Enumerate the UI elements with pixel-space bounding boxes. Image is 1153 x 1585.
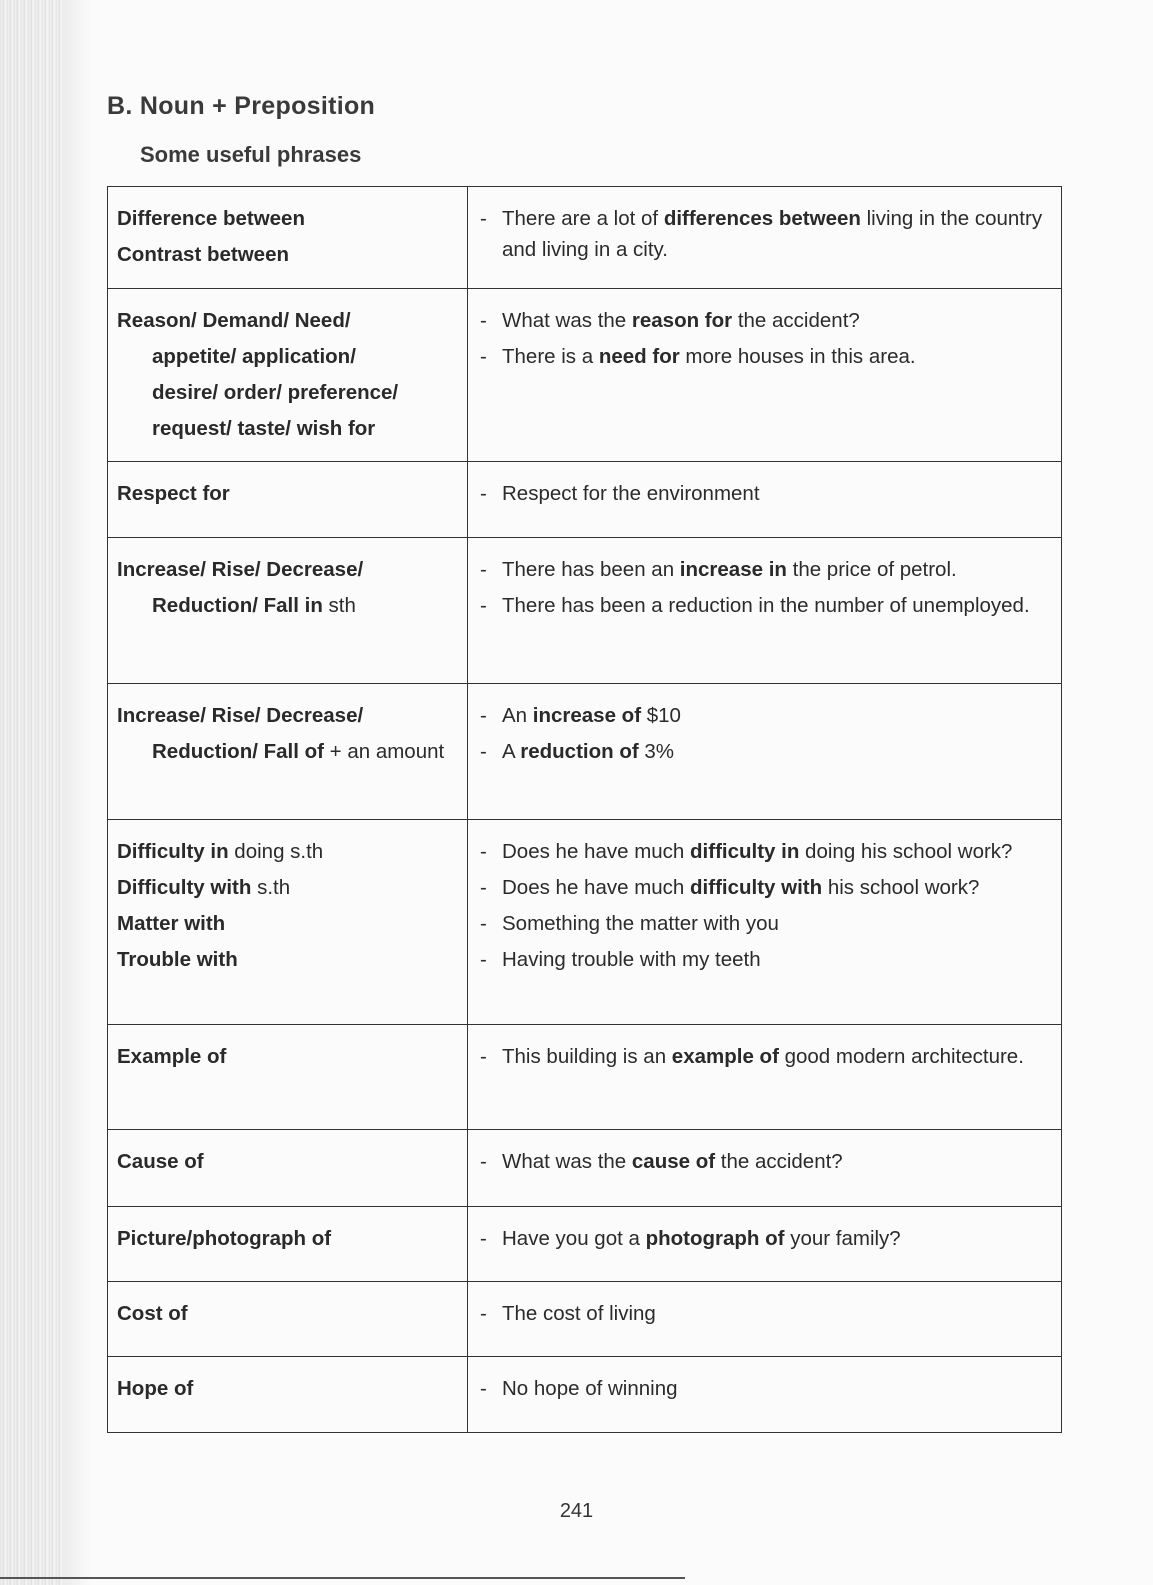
example-text bbox=[502, 339, 916, 372]
example-text bbox=[502, 1296, 656, 1329]
phrase-text: An bbox=[502, 704, 533, 727]
bold-phrase: Increase/ Rise/ Decrease/ bbox=[117, 704, 364, 727]
phrase-text: Something the matter with you bbox=[502, 912, 779, 935]
example-cell bbox=[468, 1025, 1062, 1130]
table-row bbox=[108, 289, 1062, 462]
example-item bbox=[480, 698, 1047, 734]
example-text bbox=[502, 942, 761, 975]
phrase-text: There are a lot of bbox=[502, 207, 664, 230]
dash-bullet: - bbox=[480, 1150, 487, 1173]
bold-phrase: desire/ order/ preference/ bbox=[152, 381, 399, 404]
example-item bbox=[480, 906, 1047, 942]
example-text bbox=[502, 588, 1030, 621]
phrase-cell bbox=[108, 187, 468, 289]
dash-bullet: - bbox=[480, 309, 487, 332]
example-text bbox=[502, 1144, 843, 1177]
example-text bbox=[502, 834, 1012, 867]
phrase-line bbox=[117, 339, 459, 375]
table-row bbox=[108, 1282, 1062, 1357]
subtitle: Some useful phrases bbox=[140, 142, 362, 167]
phrase-text: No hope of winning bbox=[502, 1377, 678, 1400]
example-text bbox=[502, 303, 860, 336]
scan-edge-fade bbox=[62, 0, 92, 1585]
example-cell bbox=[468, 820, 1062, 1025]
scan-edge-shadow bbox=[0, 0, 62, 1585]
dash-bullet: - bbox=[480, 558, 487, 581]
example-item bbox=[480, 942, 1047, 978]
phrase-line bbox=[117, 1296, 459, 1332]
phrase-text: Respect for the environment bbox=[502, 482, 760, 505]
example-text bbox=[502, 476, 760, 509]
phrase-text: $10 bbox=[641, 704, 681, 727]
phrase-cell bbox=[108, 1025, 468, 1130]
example-text bbox=[502, 906, 779, 939]
example-text bbox=[502, 552, 957, 585]
phrase-text: good modern architecture. bbox=[778, 1045, 1024, 1068]
phrase-cell bbox=[108, 1130, 468, 1207]
phrase-text: There has been an bbox=[502, 558, 680, 581]
example-item bbox=[480, 339, 1047, 375]
phrase-cell bbox=[108, 289, 468, 462]
phrase-text: What was the bbox=[502, 309, 632, 332]
phrase-line bbox=[117, 1221, 459, 1257]
example-text bbox=[502, 870, 979, 903]
bold-phrase: example of bbox=[671, 1045, 779, 1068]
bold-phrase: request/ taste/ wish for bbox=[152, 417, 376, 440]
table-row bbox=[108, 187, 1062, 289]
example-text bbox=[502, 734, 674, 767]
bottom-rule bbox=[0, 1577, 685, 1579]
phrase-text: the price of petrol. bbox=[786, 558, 957, 581]
example-cell bbox=[468, 1357, 1062, 1433]
phrase-line bbox=[117, 588, 459, 624]
bold-phrase: Matter with bbox=[117, 912, 226, 935]
page-number: 241 bbox=[559, 1500, 594, 1522]
example-text bbox=[502, 698, 681, 731]
example-text bbox=[502, 201, 1047, 265]
example-text bbox=[502, 1371, 678, 1404]
example-item bbox=[480, 1221, 1047, 1257]
phrase-line bbox=[117, 734, 459, 770]
dash-bullet: - bbox=[480, 876, 487, 899]
example-item bbox=[480, 476, 1047, 512]
phrase-text: doing his school work? bbox=[799, 840, 1013, 863]
bold-phrase: need for bbox=[598, 345, 680, 368]
example-item bbox=[480, 870, 1047, 906]
bold-phrase: difficulty with bbox=[690, 876, 823, 899]
dash-bullet: - bbox=[480, 1045, 487, 1068]
phrase-text: sth bbox=[322, 594, 356, 617]
bold-phrase: difficulty in bbox=[690, 840, 800, 863]
phrase-cell bbox=[108, 462, 468, 538]
dash-bullet: - bbox=[480, 594, 487, 617]
phrase-text: the accident? bbox=[732, 309, 860, 332]
phrases-table bbox=[107, 186, 1062, 1433]
phrase-text: A bbox=[502, 740, 521, 763]
example-text bbox=[502, 1039, 1024, 1072]
example-item bbox=[480, 1144, 1047, 1180]
phrase-line bbox=[117, 870, 459, 906]
example-item bbox=[480, 588, 1047, 624]
example-text bbox=[502, 1221, 901, 1254]
phrase-text: your family? bbox=[784, 1227, 901, 1250]
bold-phrase: cause of bbox=[631, 1150, 716, 1173]
example-item bbox=[480, 734, 1047, 770]
phrase-text: What was the bbox=[502, 1150, 632, 1173]
phrase-text: doing s.th bbox=[228, 840, 324, 863]
bold-phrase: Difficulty in bbox=[117, 840, 229, 863]
phrase-cell bbox=[108, 1282, 468, 1357]
table-row bbox=[108, 1207, 1062, 1282]
table-row bbox=[108, 538, 1062, 684]
bold-phrase: Respect for bbox=[117, 482, 230, 505]
phrase-line bbox=[117, 906, 459, 942]
dash-bullet: - bbox=[480, 740, 487, 763]
dash-bullet: - bbox=[480, 1302, 487, 1325]
bold-phrase: Increase/ Rise/ Decrease/ bbox=[117, 558, 364, 581]
phrase-text: Does he have much bbox=[502, 876, 691, 899]
phrase-text: more houses in this area. bbox=[679, 345, 916, 368]
bold-phrase: increase in bbox=[679, 558, 787, 581]
dash-bullet: - bbox=[480, 704, 487, 727]
bold-phrase: photograph of bbox=[645, 1227, 785, 1250]
phrase-text: + an amount bbox=[323, 740, 445, 763]
phrase-line bbox=[117, 201, 459, 237]
bold-phrase: Difficulty with bbox=[117, 876, 252, 899]
example-item bbox=[480, 1296, 1047, 1332]
bold-phrase: reduction of bbox=[520, 740, 639, 763]
phrase-text: Having trouble with my teeth bbox=[502, 948, 761, 971]
bold-phrase: Trouble with bbox=[117, 948, 238, 971]
example-item bbox=[480, 552, 1047, 588]
table-row bbox=[108, 1130, 1062, 1207]
phrase-cell bbox=[108, 820, 468, 1025]
example-cell bbox=[468, 1282, 1062, 1357]
phrase-text: Have you got a bbox=[502, 1227, 646, 1250]
phrase-text: Does he have much bbox=[502, 840, 691, 863]
example-item bbox=[480, 1371, 1047, 1407]
bold-phrase: Example of bbox=[117, 1045, 227, 1068]
phrase-line bbox=[117, 1371, 459, 1407]
phrase-cell bbox=[108, 1207, 468, 1282]
example-cell bbox=[468, 462, 1062, 538]
phrase-line bbox=[117, 303, 459, 339]
bold-phrase: appetite/ application/ bbox=[152, 345, 356, 368]
phrase-text: his school work? bbox=[822, 876, 980, 899]
example-cell bbox=[468, 684, 1062, 820]
bold-phrase: Reduction/ Fall in bbox=[152, 594, 323, 617]
bold-phrase: Contrast between bbox=[117, 243, 289, 266]
dash-bullet: - bbox=[480, 345, 487, 368]
table-row bbox=[108, 1025, 1062, 1130]
example-cell bbox=[468, 538, 1062, 684]
phrase-line bbox=[117, 698, 459, 734]
phrase-cell bbox=[108, 538, 468, 684]
dash-bullet: - bbox=[480, 1377, 487, 1400]
phrases-table-body bbox=[108, 187, 1062, 1433]
phrase-text: The cost of living bbox=[502, 1302, 656, 1325]
phrase-text: There has been a reduction in the number of unemployed. bbox=[502, 594, 1030, 617]
dash-bullet: - bbox=[480, 948, 487, 971]
phrase-line bbox=[117, 1144, 459, 1180]
phrase-line bbox=[117, 942, 459, 978]
phrase-text: 3% bbox=[638, 740, 675, 763]
bold-phrase: Cause of bbox=[117, 1150, 204, 1173]
phrase-text: s.th bbox=[251, 876, 291, 899]
bold-phrase: Cost of bbox=[117, 1302, 188, 1325]
dash-bullet: - bbox=[480, 1227, 487, 1250]
bold-phrase: Hope of bbox=[117, 1377, 194, 1400]
example-item bbox=[480, 201, 1047, 268]
example-cell bbox=[468, 289, 1062, 462]
dash-bullet: - bbox=[480, 482, 487, 505]
phrase-line bbox=[117, 237, 459, 273]
phrase-line bbox=[117, 1039, 459, 1075]
bold-phrase: Picture/photograph of bbox=[117, 1227, 332, 1250]
example-item bbox=[480, 834, 1047, 870]
example-item bbox=[480, 303, 1047, 339]
dash-bullet: - bbox=[480, 207, 487, 230]
phrase-cell bbox=[108, 684, 468, 820]
dash-bullet: - bbox=[480, 840, 487, 863]
example-item bbox=[480, 1039, 1047, 1075]
dash-bullet: - bbox=[480, 912, 487, 935]
phrase-line bbox=[117, 552, 459, 588]
example-cell bbox=[468, 187, 1062, 289]
bold-phrase: increase of bbox=[532, 704, 642, 727]
phrase-line bbox=[117, 411, 459, 447]
bold-phrase: reason for bbox=[631, 309, 733, 332]
phrase-text: There is a bbox=[502, 345, 599, 368]
bold-phrase: Reason/ Demand/ Need/ bbox=[117, 309, 351, 332]
table-row bbox=[108, 462, 1062, 538]
phrase-line bbox=[117, 834, 459, 870]
example-cell bbox=[468, 1207, 1062, 1282]
phrase-text: the accident? bbox=[715, 1150, 843, 1173]
phrase-text: living in the country and living in a city. bbox=[502, 207, 1043, 261]
table-row bbox=[108, 1357, 1062, 1433]
bold-phrase: Difference between bbox=[117, 207, 305, 230]
table-row bbox=[108, 684, 1062, 820]
phrase-line bbox=[117, 375, 459, 411]
example-cell bbox=[468, 1130, 1062, 1207]
phrase-text: This building is an bbox=[502, 1045, 672, 1068]
table-row bbox=[108, 820, 1062, 1025]
bold-phrase: differences between bbox=[663, 207, 861, 230]
phrase-line bbox=[117, 476, 459, 512]
section-title: B. Noun + Preposition bbox=[107, 92, 376, 120]
bold-phrase: Reduction/ Fall of bbox=[152, 740, 324, 763]
phrase-cell bbox=[108, 1357, 468, 1433]
